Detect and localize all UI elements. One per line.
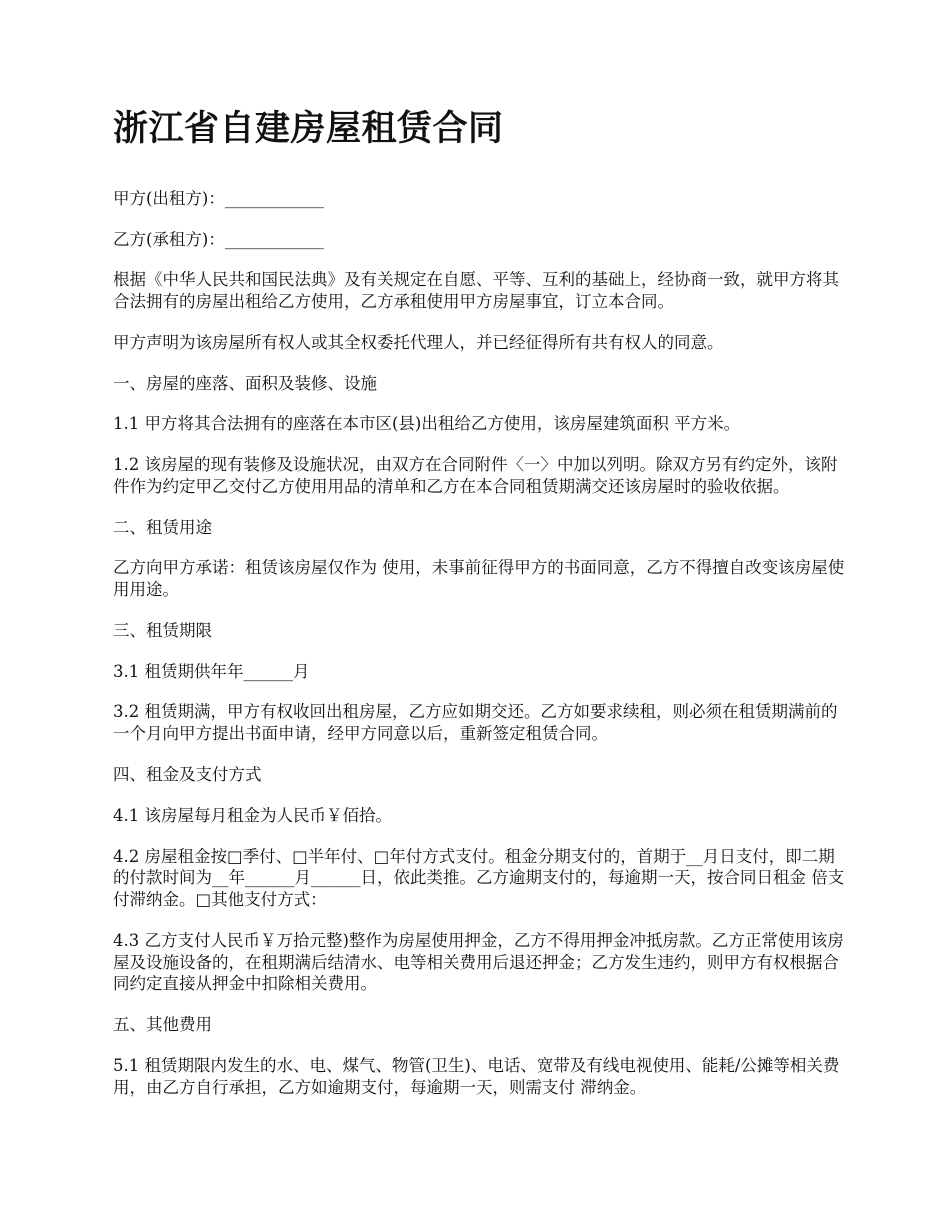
section-heading-5: 五、其他费用 [113, 1015, 212, 1035]
section-heading-3: 三、租赁期限 [113, 620, 212, 640]
clause-3-2: 3.2 租赁期满，甲方有权收回出租房屋，乙方应如期交还。乙方如要求续租，则必须在租赁期满前的一个月向甲方提出书面申请，经甲方同意以后，重新签定租赁合同。 [113, 702, 838, 744]
section-heading-2: 二、租赁用途 [113, 517, 212, 537]
section-heading-1: 一、房屋的座落、面积及装修、设施 [113, 373, 377, 393]
party-b-line: 乙方(承租方)：____________ [113, 229, 324, 249]
section-heading-4: 四、租金及支付方式 [113, 765, 262, 784]
preamble-paragraph: 根据《中华人民共和国民法典》及有关规定在自愿、平等、互利的基础上，经协商一致，就甲方将其合法拥有的房屋出租给乙方使用，乙方承租使用甲方房屋事宜，订立本合同。 [113, 270, 839, 312]
clause-4-2: 4.2 房屋租金按□季付、□半年付、□年付方式支付。租金分期支付的，首期于__月日支付，即二期的付款时间为__年______月______日，依此类推。乙方逾期支付的，每逾期一天，按合同日租金 倍支付滞纳金。□其他支付方式： [113, 846, 845, 910]
clause-4-1: 4.1 该房屋每月租金为人民币￥佰拾。 [113, 805, 392, 825]
document-title: 浙江省自建房屋租赁合同 [113, 109, 504, 149]
party-a-line: 甲方(出租方)：____________ [113, 188, 324, 208]
usage-paragraph: 乙方向甲方承诺：租赁该房屋仅作为 使用，未事前征得甲方的书面同意，乙方不得擅自改变该房屋使用用途。 [113, 558, 845, 600]
declaration-paragraph: 甲方声明为该房屋所有权人或其全权委托代理人，并已经征得所有共有权人的同意。 [113, 332, 724, 352]
clause-1-2: 1.2 该房屋的现有装修及设施状况，由双方在合同附件〈一〉中加以列明。除双方另有约定外，该附件作为约定甲乙交付乙方使用用品的清单和乙方在本合同租赁期满交还该房屋时的验收依据。 [113, 455, 838, 496]
clause-5-1: 5.1 租赁期限内发生的水、电、煤气、物管(卫生)、电话、宽带及有线电视使用、能耗/公摊等相关费用，由乙方自行承担，乙方如逾期支付，每逾期一天，则需支付 滞纳金。 [113, 1055, 840, 1097]
contract-page [113, 108, 848, 1117]
clause-4-3: 4.3 乙方支付人民币￥万拾元整)整作为房屋使用押金，乙方不得用押金冲抵房款。乙方正常使用该房屋及设施设备的，在租期满后结清水、电等相关费用后退还押金；乙方发生违约，则甲方有权根据合同约定直接从押金中扣除相关费用。 [113, 930, 844, 994]
clause-1-1: 1.1 甲方将其合法拥有的座落在本市区(县)出租给乙方使用，该房屋建筑面积 平方米。 [113, 414, 741, 434]
clause-3-1: 3.1 租赁期供年年______月 [113, 661, 310, 681]
